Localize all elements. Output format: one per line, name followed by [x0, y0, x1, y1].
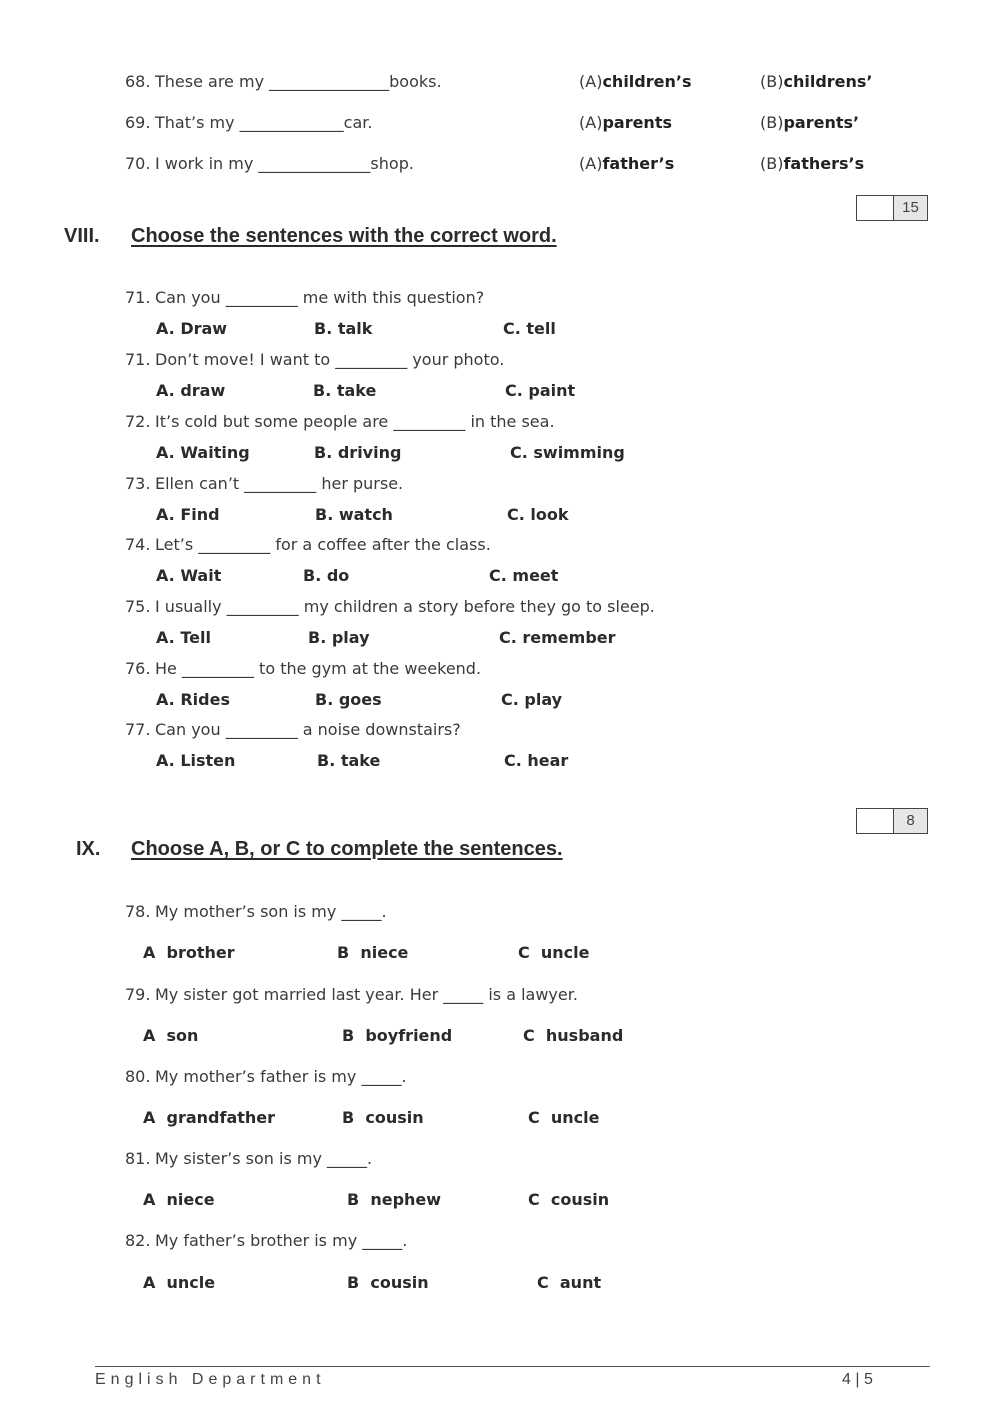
- option-label: father’s: [602, 154, 675, 173]
- score-value: 15: [894, 196, 927, 220]
- option-label: children’s: [602, 72, 692, 91]
- footer-department: English Department: [95, 1371, 326, 1388]
- question-80: [125, 1067, 407, 1086]
- option-b[interactable]: B. talk: [314, 319, 373, 338]
- option-a[interactable]: A uncle: [143, 1273, 216, 1292]
- section-9-number: IX.: [76, 838, 101, 860]
- option-b[interactable]: [760, 154, 864, 173]
- question-number: 71.: [125, 350, 151, 369]
- option-b[interactable]: B. take: [313, 381, 377, 400]
- score-blank[interactable]: [857, 809, 894, 833]
- question-70: [125, 154, 414, 173]
- option-prefix: (A): [579, 154, 603, 173]
- option-a[interactable]: A. Tell: [156, 628, 211, 647]
- question-74: [125, 535, 491, 554]
- question-82: [125, 1231, 407, 1250]
- question-text: My father’s brother is my _____.: [155, 1231, 408, 1250]
- option-c[interactable]: C. look: [507, 505, 569, 524]
- question-text: Can you _________ me with this question?: [155, 288, 485, 307]
- option-a[interactable]: A niece: [143, 1190, 215, 1209]
- option-prefix: (A): [579, 72, 603, 91]
- question-69: [125, 113, 372, 132]
- question-text: My mother’s son is my _____.: [155, 902, 387, 921]
- question-73: [125, 474, 403, 493]
- question-68: [125, 72, 442, 91]
- option-a[interactable]: [579, 72, 691, 91]
- question-75: [125, 597, 655, 616]
- option-b[interactable]: B. goes: [315, 690, 382, 709]
- question-number: 72.: [125, 412, 151, 431]
- option-c[interactable]: C. hear: [504, 751, 569, 770]
- option-a[interactable]: A son: [143, 1026, 199, 1045]
- question-text: My mother’s father is my _____.: [155, 1067, 407, 1086]
- question-number: 69.: [125, 113, 151, 132]
- question-number: 82.: [125, 1231, 151, 1250]
- question-number: 76.: [125, 659, 151, 678]
- question-79: [125, 985, 578, 1004]
- question-text: He _________ to the gym at the weekend.: [155, 659, 482, 678]
- option-c[interactable]: C. tell: [503, 319, 556, 338]
- option-c[interactable]: C. swimming: [510, 443, 625, 462]
- question-text: That’s my _____________car.: [155, 113, 373, 132]
- question-81: [125, 1149, 372, 1168]
- option-c[interactable]: C cousin: [528, 1190, 610, 1209]
- option-prefix: (B): [760, 72, 784, 91]
- question-71a: [125, 288, 484, 307]
- question-78: [125, 902, 387, 921]
- option-a[interactable]: [579, 113, 672, 132]
- option-prefix: (B): [760, 154, 784, 173]
- option-prefix: (B): [760, 113, 784, 132]
- option-c[interactable]: C uncle: [518, 943, 590, 962]
- score-box-section-9: [856, 808, 928, 834]
- footer-divider: [95, 1366, 930, 1367]
- option-a[interactable]: A. Rides: [156, 690, 230, 709]
- question-text: I usually _________ my children a story before they go to sleep.: [155, 597, 655, 616]
- option-a[interactable]: A brother: [143, 943, 235, 962]
- option-b[interactable]: B nephew: [347, 1190, 442, 1209]
- option-label: childrens’: [783, 72, 873, 91]
- question-number: 77.: [125, 720, 151, 739]
- score-value: 8: [894, 809, 927, 833]
- option-b[interactable]: B. driving: [314, 443, 402, 462]
- option-b[interactable]: [760, 72, 873, 91]
- option-b[interactable]: B. watch: [315, 505, 393, 524]
- option-a[interactable]: A grandfather: [143, 1108, 276, 1127]
- question-76: [125, 659, 481, 678]
- score-blank[interactable]: [857, 196, 894, 220]
- option-c[interactable]: C husband: [523, 1026, 624, 1045]
- option-b[interactable]: B cousin: [342, 1108, 424, 1127]
- question-number: 74.: [125, 535, 151, 554]
- section-9-title: Choose A, B, or C to complete the sentences.: [131, 838, 563, 860]
- option-c[interactable]: C. remember: [499, 628, 616, 647]
- question-number: 78.: [125, 902, 151, 921]
- question-number: 75.: [125, 597, 151, 616]
- section-8-number: VIII.: [64, 225, 100, 247]
- section-8-title: Choose the sentences with the correct word.: [131, 225, 557, 247]
- question-text: It’s cold but some people are _________ in the sea.: [155, 412, 555, 431]
- question-number: 68.: [125, 72, 151, 91]
- option-label: fathers’s: [783, 154, 865, 173]
- question-text: Ellen can’t _________ her purse.: [155, 474, 404, 493]
- option-b[interactable]: B niece: [337, 943, 409, 962]
- question-number: 71.: [125, 288, 151, 307]
- option-b[interactable]: B boyfriend: [342, 1026, 453, 1045]
- option-c[interactable]: C. paint: [505, 381, 576, 400]
- question-text: My sister got married last year. Her _____ is a lawyer.: [155, 985, 578, 1004]
- question-text: Can you _________ a noise downstairs?: [155, 720, 461, 739]
- option-a[interactable]: A. Wait: [156, 566, 222, 585]
- option-c[interactable]: C uncle: [528, 1108, 600, 1127]
- option-label: parents: [602, 113, 672, 132]
- question-72: [125, 412, 555, 431]
- question-number: 79.: [125, 985, 151, 1004]
- question-text: My sister’s son is my _____.: [155, 1149, 373, 1168]
- option-b[interactable]: B. play: [308, 628, 370, 647]
- option-label: parents’: [783, 113, 860, 132]
- option-c[interactable]: C aunt: [537, 1273, 602, 1292]
- option-c[interactable]: C. play: [501, 690, 563, 709]
- question-number: 73.: [125, 474, 151, 493]
- option-prefix: (A): [579, 113, 603, 132]
- question-number: 81.: [125, 1149, 151, 1168]
- question-text: I work in my ______________shop.: [155, 154, 414, 173]
- option-a[interactable]: [579, 154, 674, 173]
- option-a[interactable]: A. Waiting: [156, 443, 250, 462]
- option-b[interactable]: [760, 113, 859, 132]
- question-text: Don’t move! I want to _________ your photo.: [155, 350, 505, 369]
- option-a[interactable]: A. Find: [156, 505, 220, 524]
- option-a[interactable]: A. draw: [156, 381, 226, 400]
- option-a[interactable]: A. Listen: [156, 751, 236, 770]
- question-71b: [125, 350, 504, 369]
- option-a[interactable]: A. Draw: [156, 319, 228, 338]
- option-b[interactable]: B. do: [303, 566, 350, 585]
- question-number: 70.: [125, 154, 151, 173]
- question-number: 80.: [125, 1067, 151, 1086]
- option-b[interactable]: B. take: [317, 751, 381, 770]
- footer-page-number: 4 | 5: [842, 1371, 873, 1388]
- option-c[interactable]: C. meet: [489, 566, 559, 585]
- question-text: These are my _______________books.: [155, 72, 442, 91]
- score-box-section-8: [856, 195, 928, 221]
- question-text: Let’s _________ for a coffee after the class.: [155, 535, 491, 554]
- question-77: [125, 720, 461, 739]
- option-b[interactable]: B cousin: [347, 1273, 429, 1292]
